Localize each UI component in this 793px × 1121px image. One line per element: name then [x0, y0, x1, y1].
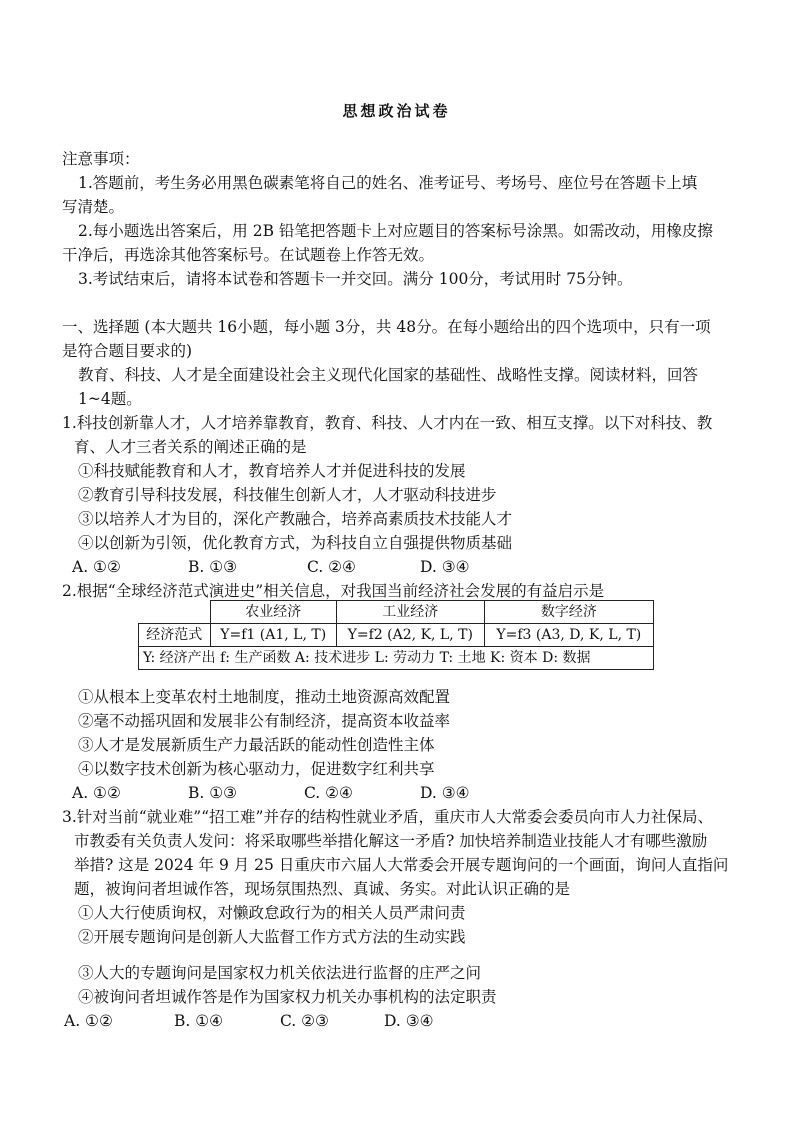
note-3: 3.考试结束后，请将本试卷和答题卡一并交回。满分 100分，考试用时 75分钟。	[78, 270, 633, 288]
q2-statement-1: ①从根本上变革农村土地制度，推动土地资源高效配置	[78, 688, 451, 706]
q3-stem-cont-3: 题，被询问者坦诚作答，现场氛围热烈、真诚、务实。对此认识正确的是	[74, 880, 571, 898]
q3-statement-1: ①人大行使质询权，对懒政怠政行为的相关人员严肃问责	[78, 904, 466, 922]
q3-option-c[interactable]: C. ②③	[280, 1012, 329, 1030]
section-heading-cont: 是符合题目要求的)	[62, 342, 193, 360]
economy-paradigm-table	[138, 600, 654, 670]
q1-statement-4: ④以创新为引领，优化教育方式，为科技自立自强提供物质基础	[78, 534, 513, 552]
material-intro: 教育、科技、人才是全面建设社会主义现代化国家的基础性、战略性支撑。阅读材料，回答	[78, 366, 699, 384]
q1-options	[0, 556, 793, 578]
material-intro-cont: 1~4题。	[78, 390, 142, 408]
q3-option-b[interactable]: B. ①④	[174, 1012, 224, 1030]
notes-heading: 注意事项：	[62, 150, 140, 168]
table-row	[139, 624, 654, 647]
table-legend-row	[139, 647, 654, 670]
header-agricultural: 农业经济	[210, 601, 336, 624]
note-2: 2.每小题选出答案后，用 2B 铅笔把答题卡上对应题目的答案标号涂黑。如需改动，用橡皮擦	[78, 222, 713, 240]
row-label: 经济范式	[139, 624, 211, 647]
q1-option-b[interactable]: B. ①③	[188, 558, 238, 576]
q3-stem-cont-1: 市教委有关负责人发问：将采取哪些举措化解这一矛盾? 加快培养制造业技能人才有哪些激励	[74, 832, 708, 850]
q3-option-a[interactable]: A. ①②	[64, 1012, 113, 1030]
q3-statement-3: ③人大的专题询问是国家权力机关依法进行监督的庄严之问	[78, 964, 482, 982]
q3-stem-cont-2: 举措? 这是 2024 年 9 月 25 日重庆市六届人大常委会开展专题询问的一个画面，询问人直指问	[74, 856, 729, 874]
q2-option-c[interactable]: C. ②④	[304, 784, 353, 802]
note-2-cont: 干净后，再选涂其他答案标号。在试题卷上作答无效。	[62, 246, 435, 264]
header-digital: 数字经济	[484, 601, 653, 624]
q3-options	[0, 1010, 793, 1032]
q1-statement-1: ①科技赋能教育和人才，教育培养人才并促进科技的发展	[78, 462, 466, 480]
section-heading: 一、选择题 (本大题共 16小题，每小题 3分，共 48分。在每小题给出的四个选项中，只有一项	[62, 318, 711, 336]
q2-option-b[interactable]: B. ①③	[188, 784, 238, 802]
q2-option-d[interactable]: D. ③④	[420, 784, 470, 802]
q2-stem: 2.根据“全球经济范式演进史”相关信息，对我国当前经济社会发展的有益启示是	[62, 582, 605, 600]
q2-options	[0, 782, 793, 804]
q3-stem: 3.针对当前“就业难”“招工难”并存的结构性就业矛盾，重庆市人大常委会委员向市人力社保局、	[62, 808, 713, 826]
header-industrial: 工业经济	[336, 601, 484, 624]
q1-statement-3: ③以培养人才为目的，深化产教融合，培养高素质技术技能人才	[78, 510, 513, 528]
q2-statement-2: ②毫不动摇巩固和发展非公有制经济，提高资本收益率	[78, 712, 451, 730]
page-title: 思想政治试卷	[342, 102, 451, 120]
table-header-row	[139, 601, 654, 624]
note-1-cont: 写清楚。	[62, 198, 125, 216]
cell-industrial: Y=f2 (A2, K, L, T)	[336, 624, 484, 647]
note-1: 1.答题前，考生务必用黑色碳素笔将自己的姓名、准考证号、考场号、座位号在答题卡上填	[78, 174, 698, 192]
q3-statement-4: ④被询问者坦诚作答是作为国家权力机关办事机构的法定职责	[78, 988, 497, 1006]
q2-statement-3: ③人才是发展新质生产力最活跃的能动性创造性主体	[78, 736, 435, 754]
cell-agricultural: Y=f1 (A1, L, T)	[210, 624, 336, 647]
q3-option-d[interactable]: D. ③④	[384, 1012, 434, 1030]
q2-statement-4: ④以数字技术创新为核心驱动力，促进数字红利共享	[78, 760, 435, 778]
q1-option-d[interactable]: D. ③④	[420, 558, 470, 576]
q3-statement-2: ②开展专题询问是创新人大监督工作方式方法的生动实践	[78, 928, 466, 946]
q2-option-a[interactable]: A. ①②	[72, 784, 121, 802]
q1-statement-2: ②教育引导科技发展，科技催生创新人才，人才驱动科技进步	[78, 486, 497, 504]
q1-stem: 1.科技创新靠人才，人才培养靠教育，教育、科技、人才内在一致、相互支撑。以下对科技、教	[62, 414, 713, 432]
q1-option-c[interactable]: C. ②④	[307, 558, 356, 576]
cell-digital: Y=f3 (A3, D, K, L, T)	[484, 624, 653, 647]
table-legend: Y: 经济产出 f: 生产函数 A: 技术进步 L: 劳动力 T: 土地 K: 资本 D: 数据	[139, 647, 654, 670]
q1-stem-cont: 育、人才三者关系的阐述正确的是	[74, 438, 307, 456]
q1-option-a[interactable]: A. ①②	[72, 558, 121, 576]
table-corner	[139, 601, 211, 624]
